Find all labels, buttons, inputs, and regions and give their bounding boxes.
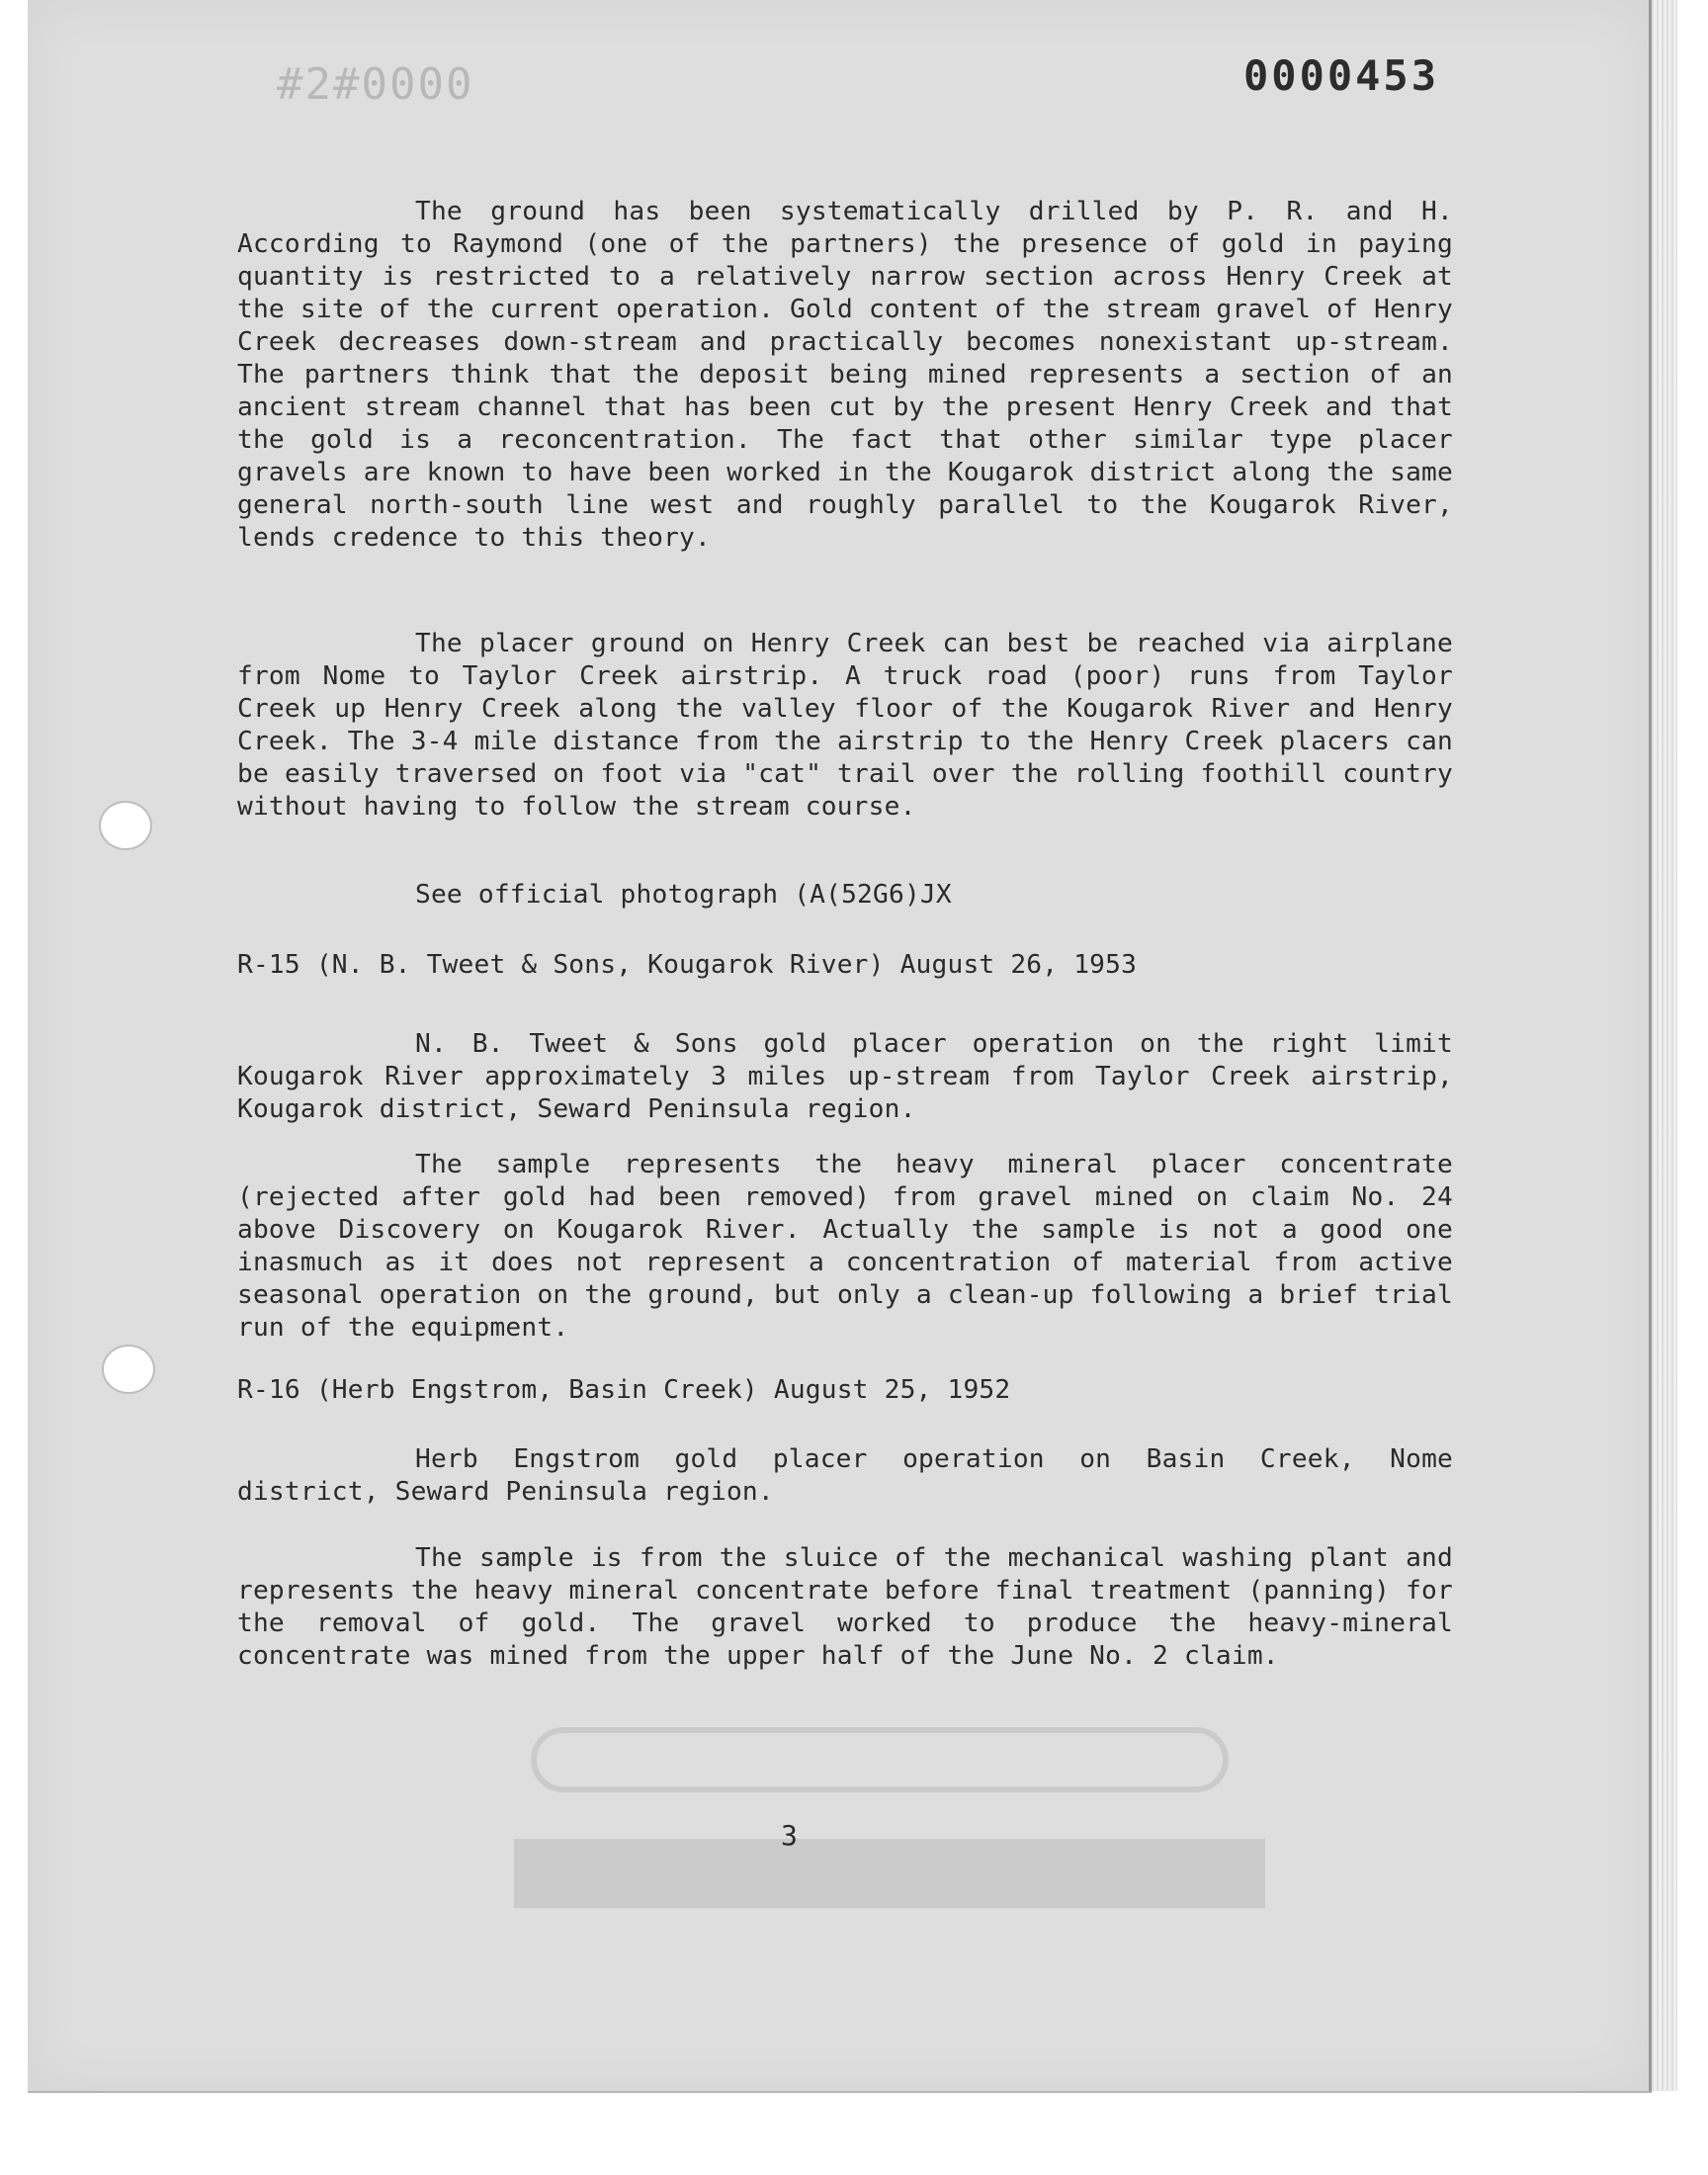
sample-heading-r16: R-16 (Herb Engstrom, Basin Creek) August 25, 1952 [237,1375,1011,1405]
page-number: 3 [781,1819,798,1852]
sample-heading-r15: R-15 (N. B. Tweet & Sons, Kougarok River) August 26, 1953 [237,950,1138,980]
paragraph-engstrom-sample: The sample is from the sluice of the mechanical washing plant and represents the heavy mineral concentrate before final treatment (panning) for the removal of gold. The gravel worked to produce the heavy-mineral concentrate was mined from the upper half of the June No. 2 claim. [237,1543,1453,1671]
punch-hole-upper [99,801,152,850]
punch-hole-lower [102,1345,155,1394]
paragraph-engstrom-operation: Herb Engstrom gold placer operation on Basin Creek, Nome district, Seward Peninsula region. [237,1444,1453,1507]
paragraph-tweet-operation: N. B. Tweet & Sons gold placer operation on the right limit Kougarok River approximately 3 miles up-stream from Taylor Creek airstrip, Kougarok district, Seward Peninsula region. [237,1029,1453,1124]
paragraph-access-route: The placer ground on Henry Creek can best be reached via airplane from Nome to Taylor Creek airstrip. A truck road (poor) runs from Taylor Creek up Henry Creek along the valley floor of the Kougarok River and Henry Creek. The 3-4 mile distance from the airstrip to the Henry Creek placers can be easily traversed on foot via "cat" trail over the rolling foothill country without having to follow the stream course. [237,629,1453,822]
reverse-side-bleed-through [514,1720,1265,1938]
paragraph-tweet-sample: The sample represents the heavy mineral placer concentrate (rejected after gold had been removed) from gravel mined on claim No. 24 above Discovery on Kougarok River. Actually the sample is not a good one inasmuch as it does not represent a concentration of material from active seasonal operation on the ground, but only a clean-up following a brief trial run of the equipment. [237,1150,1453,1343]
document-number-stamp: 0000453 [1243,51,1440,100]
page-edge-shadow [1652,0,1677,2091]
paragraph-drilling-theory: The ground has been systematically drilled by P. R. and H. According to Raymond (one of the partners) the presence of gold in paying quantity is restricted to a relatively narrow section across Henry Creek at the site of the current operation. Gold content of the stream gravel of Henry Creek decreases down-stream and practically becomes nonexistant up-stream. The partners think that the deposit being mined represents a section of an ancient stream channel that has been cut by the present Henry Creek and that the gold is a reconcentration. The fact that other similar type placer gravels are known to have been worked in the Kougarok district along the same general north-south line west and roughly parallel to the Kougarok River, lends credence to this theory. [237,197,1453,553]
paragraph-photo-reference: See official photograph (A(52G6)JX [415,880,952,910]
faded-stamp-number: #2#0000 [277,59,474,110]
